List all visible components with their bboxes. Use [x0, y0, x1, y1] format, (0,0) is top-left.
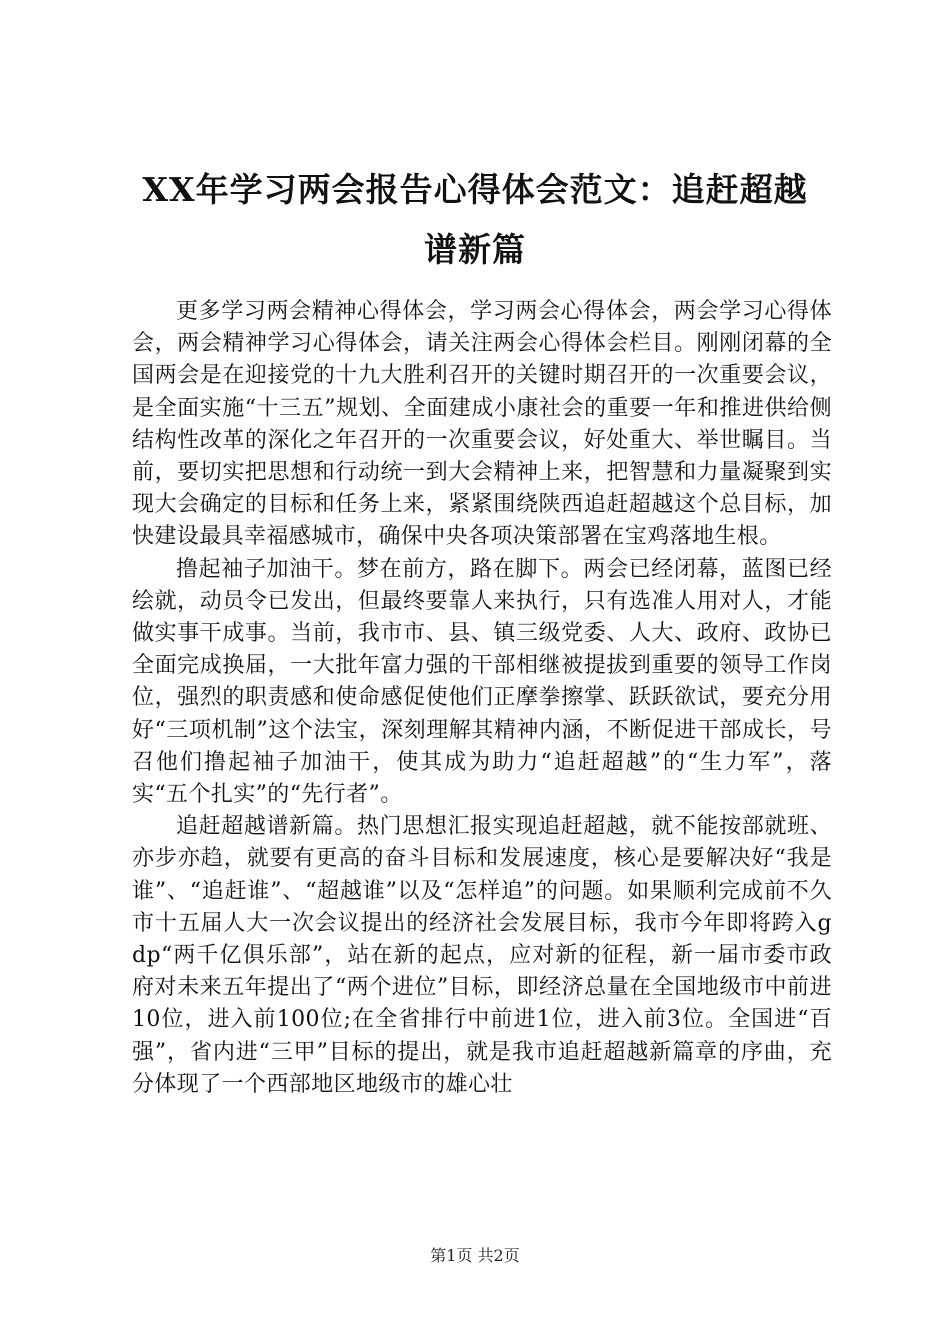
document-title	[100, 160, 850, 280]
document-body	[132, 296, 832, 1101]
document-title-line-1: XX年学习两会报告心得体会范文：追赶超越	[142, 170, 808, 209]
page-number-footer: 第1页 共2页	[430, 1246, 520, 1265]
paragraph-3: 追赶超越谱新篇。热门思想汇报实现追赶超越，就不能按部就班、亦步亦趋，就要有更高的奋斗目标和发展速度，核心是要解决好“我是谁”、“追赶谁”、“超越谁”以及“怎样追”的问题。如果顺利完成前不久市十五届人大一次会议提出的经济社会发展目标，我市今年即将跨入gdp“两千亿俱乐部”，站在新的起点，应对新的征程，新一届市委市政府对未来五年提出了“两个进位”目标，即经济总量在全国地级市中前进10位，进入前100位;在全省排行中前进1位，进入前3位。全国进“百强”，省内进“三甲”目标的提出，就是我市追赶超越新篇章的序曲，充分体现了一个西部地区地级市的雄心壮	[132, 814, 832, 1097]
document-title-line-2: 谱新篇	[424, 230, 526, 269]
paragraph-1: 更多学习两会精神心得体会，学习两会心得体会，两会学习心得体会，两会精神学习心得体会，请关注两会心得体会栏目。刚刚闭幕的全国两会是在迎接党的十九大胜利召开的关键时期召开的一次重要会议，是全面实施“十三五”规划、全面建成小康社会的重要一年和推进供给侧结构性改革的深化之年召开的一次重要会议，好处重大、举世瞩目。当前，要切实把思想和行动统一到大会精神上来，把智慧和力量凝聚到实现大会确定的目标和任务上来，紧紧围绕陕西追赶超越这个总目标，加快建设最具幸福感城市，确保中央各项决策部署在宝鸡落地生根。	[132, 299, 832, 550]
paragraph-2: 撸起袖子加油干。梦在前方，路在脚下。两会已经闭幕，蓝图已经绘就，动员令已发出，但最终要靠人来执行，只有选准人用对人，才能做实事干成事。当前，我市市、县、镇三级党委、人大、政府、政协已全面完成换届，一大批年富力强的干部相继被提拔到重要的领导工作岗位，强烈的职责感和使命感促使他们正摩拳擦掌、跃跃欲试，要充分用好“三项机制”这个法宝，深刻理解其精神内涵，不断促进干部成长，号召他们撸起袖子加油干，使其成为助力“追赶超越”的“生力军”，落实“五个扎实”的“先行者”。	[132, 556, 832, 808]
